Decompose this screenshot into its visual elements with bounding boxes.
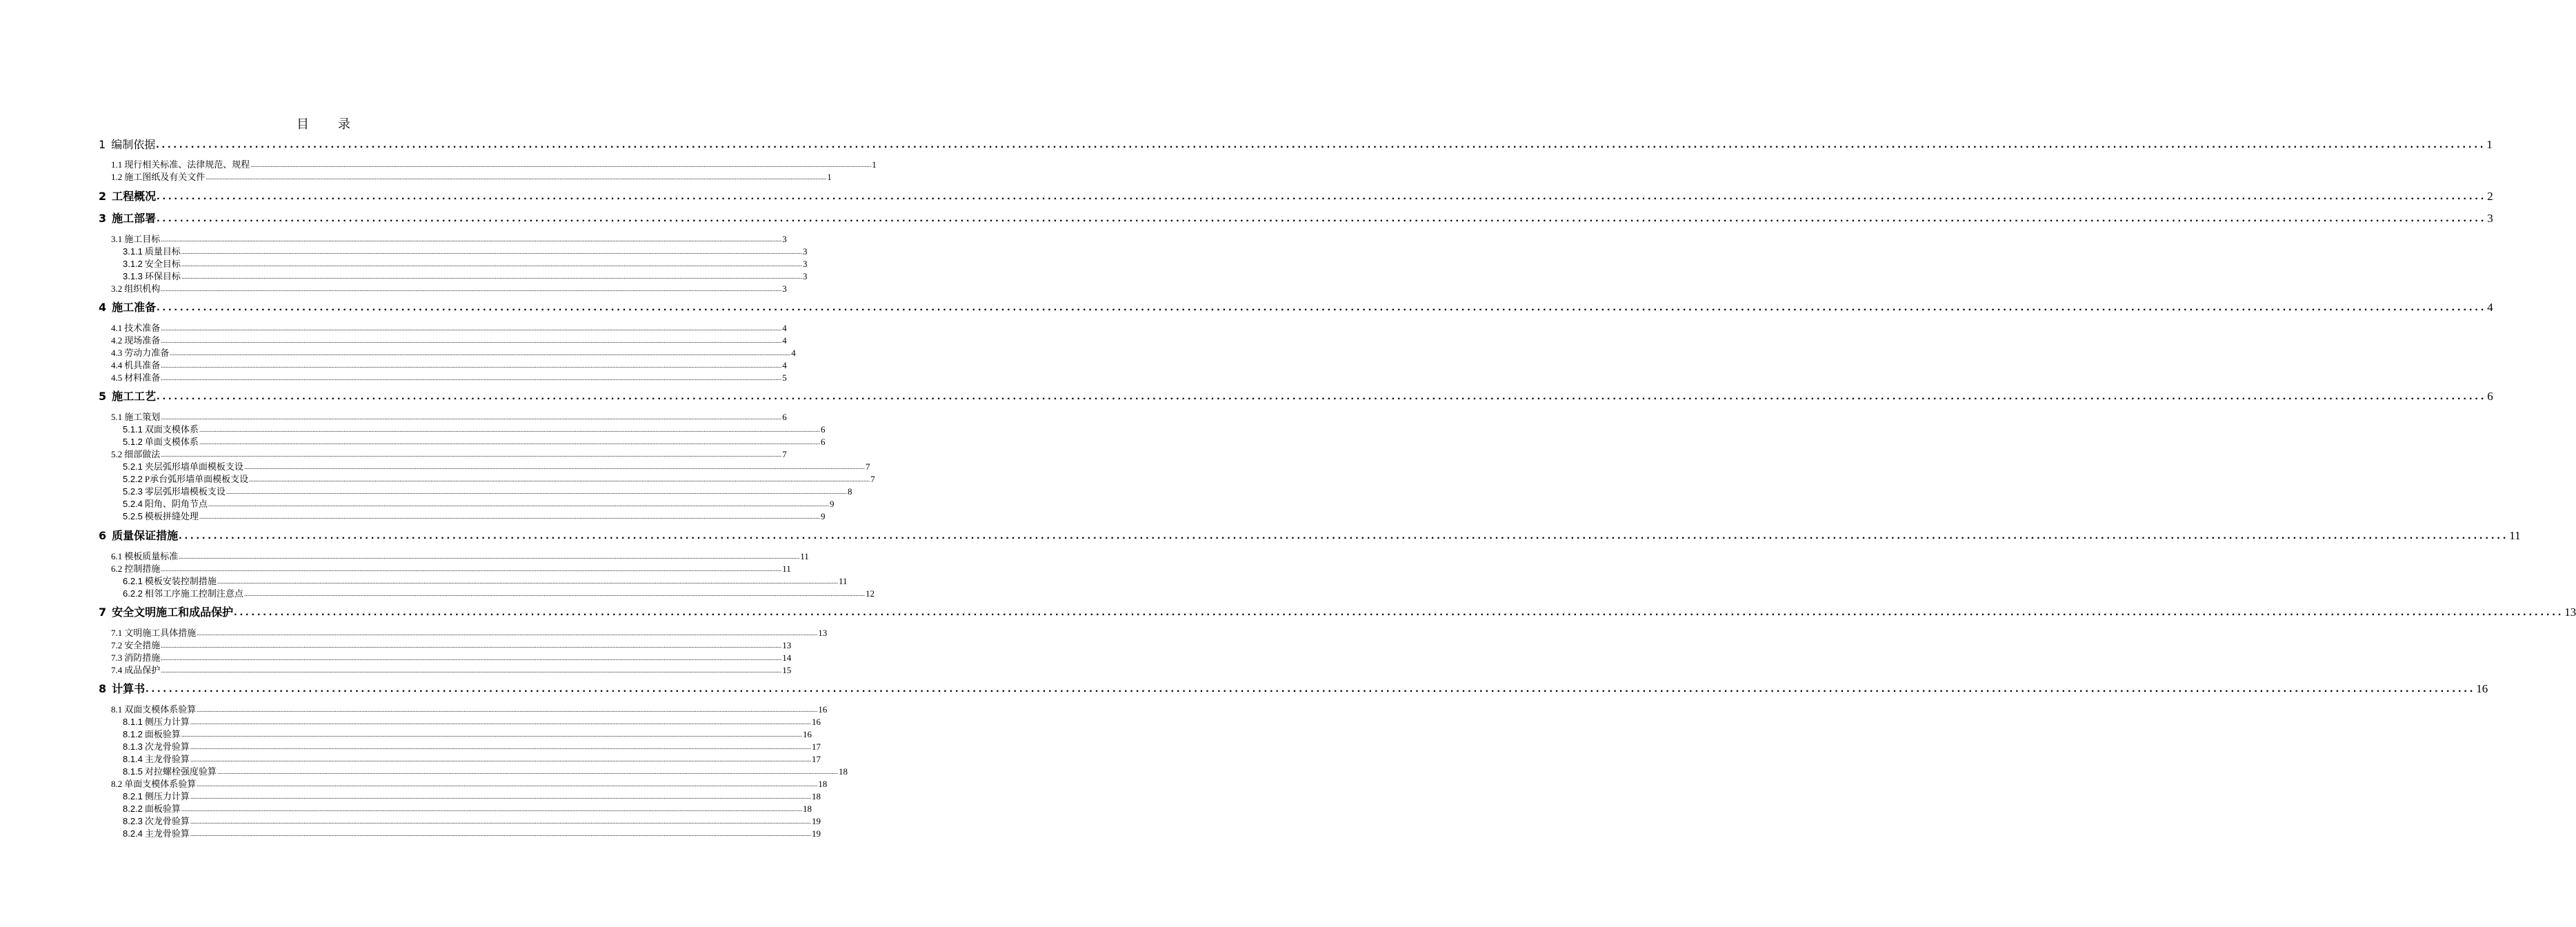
toc-entry-page: 8 — [847, 486, 852, 497]
toc-entry-level-1[interactable] — [99, 137, 2493, 152]
toc-entry-page: 5 — [782, 372, 787, 383]
toc-entry-title: 施工目标 — [124, 234, 161, 244]
toc-dot-leader: ................................................................................................................................................................................................................................................................................................................................................................................................................ — [181, 273, 802, 280]
toc-entry-page: 3 — [782, 283, 787, 294]
toc-entry-level-3[interactable] — [123, 258, 808, 270]
toc-entry-level-2[interactable] — [111, 664, 792, 677]
toc-entry-page: 11 — [782, 564, 791, 574]
toc-entry-title: 成品保护 — [124, 665, 161, 675]
toc-entry-title: 主龙骨验算 — [144, 754, 190, 764]
toc-dot-leader: ................................................................................................................................................................................................................................................................................................................................................................................................................ — [161, 667, 782, 674]
toc-entry-level-3[interactable] — [123, 246, 808, 258]
toc-entry-level-3[interactable] — [123, 828, 821, 840]
toc-dot-leader: ................................................................................................................................................................................................................................................................................................................................................................................................................ — [190, 744, 811, 750]
toc-entry-title: 双面支模体系 — [144, 424, 199, 435]
toc-entry-number: 7.1 — [111, 628, 123, 638]
toc-entry-page: 17 — [811, 741, 821, 752]
toc-entry-title: 次龙骨验算 — [144, 816, 190, 826]
toc-entry-title: 双面支模体系验算 — [124, 704, 197, 715]
toc-entry-page: 16 — [811, 717, 821, 727]
toc-entry-number: 3.1 — [111, 234, 123, 244]
toc-entry-title: 消防措施 — [124, 652, 161, 663]
toc-dot-leader: ................................................................................................................................................................................................................................................................................................................................................................................................................ — [197, 781, 818, 788]
toc-entry-level-1[interactable] — [99, 681, 2488, 697]
toc-entry-level-2[interactable] — [111, 639, 792, 652]
toc-entry-number: 5.1.2 — [123, 437, 143, 447]
toc-dot-leader: ................................................................................................................................................................................................................................................................................................................................................................................................................ — [161, 375, 782, 381]
toc-entry-page: 19 — [811, 816, 821, 826]
toc-entry-level-1[interactable] — [99, 605, 2576, 620]
toc-entry-number: 8.2.2 — [123, 804, 143, 814]
toc-entry-level-2[interactable] — [111, 159, 877, 171]
toc-entry-title: 工程概况 — [112, 190, 157, 203]
toc-dot-leader: ................................................................................................................................................................................................................................................................................................................................................................................................................ — [179, 553, 800, 560]
toc-entry-number: 4.4 — [111, 360, 123, 370]
toc-entry-number: 4.2 — [111, 335, 123, 346]
toc-entry-page: 4 — [2487, 301, 2493, 314]
toc-entry-number: 7.3 — [111, 652, 123, 663]
toc-entry-page: 4 — [782, 323, 787, 333]
toc-dot-leader: ................................................................................................................................................................................................................................................................................................................................................................................................................ — [157, 190, 2487, 202]
toc-entry-level-2[interactable] — [111, 550, 809, 563]
toc-entry-title: 安全目标 — [144, 259, 181, 269]
toc-entry-level-3[interactable] — [123, 728, 812, 741]
toc-dot-leader: ................................................................................................................................................................................................................................................................................................................................................................................................................ — [179, 530, 2509, 541]
toc-entry-number: 6 — [99, 529, 107, 542]
toc-dot-leader: ................................................................................................................................................................................................................................................................................................................................................................................................................ — [250, 161, 872, 168]
toc-entry-number: 8.1.5 — [123, 766, 143, 777]
toc-dot-leader: ................................................................................................................................................................................................................................................................................................................................................................................................................ — [157, 301, 2487, 313]
toc-entry-title: 模板安装控制措施 — [144, 576, 217, 586]
toc-entry-page: 13 — [818, 628, 828, 638]
toc-dot-leader: ................................................................................................................................................................................................................................................................................................................................................................................................................ — [181, 248, 802, 255]
toc-entry-level-3[interactable] — [123, 716, 821, 728]
toc-entry-level-1[interactable] — [99, 389, 2493, 404]
toc-entry-title: 施工工艺 — [112, 390, 157, 403]
toc-entry-level-3[interactable] — [123, 766, 848, 778]
toc-entry-number: 6.2.2 — [123, 588, 143, 599]
toc-entry-page: 3 — [782, 234, 787, 244]
toc-entry-number: 7.4 — [111, 665, 123, 675]
toc-entry-level-3[interactable] — [123, 270, 808, 283]
toc-entry-title: 文明施工具体措施 — [124, 628, 197, 638]
toc-entry-title: 现场准备 — [124, 335, 161, 346]
toc-entry-title: 机具准备 — [124, 360, 161, 370]
toc-entry-number: 8.1.3 — [123, 741, 143, 752]
toc-dot-leader: ................................................................................................................................................................................................................................................................................................................................................................................................................ — [161, 337, 782, 344]
toc-entry-number: 6.2 — [111, 564, 123, 574]
toc-entry-level-2[interactable] — [111, 347, 796, 359]
toc-entry-level-3[interactable] — [123, 815, 821, 828]
toc-entry-page: 3 — [802, 259, 808, 269]
toc-entry-title: 主龙骨验算 — [144, 828, 190, 839]
toc-dot-leader: ................................................................................................................................................................................................................................................................................................................................................................................................................ — [206, 174, 827, 181]
toc-entry-level-3[interactable] — [123, 803, 812, 815]
toc-entry-page: 18 — [838, 766, 848, 777]
toc-entry-level-2[interactable] — [111, 627, 828, 639]
toc-entry-level-2[interactable] — [111, 652, 792, 664]
toc-entry-level-3[interactable] — [123, 436, 826, 448]
toc-dot-leader: ................................................................................................................................................................................................................................................................................................................................................................................................................ — [161, 362, 782, 369]
toc-entry-page: 9 — [820, 511, 826, 521]
toc-dot-leader: ................................................................................................................................................................................................................................................................................................................................................................................................................ — [190, 719, 811, 726]
toc-dot-leader: ................................................................................................................................................................................................................................................................................................................................................................................................................ — [161, 236, 782, 243]
toc-dot-leader: ................................................................................................................................................................................................................................................................................................................................................................................................................ — [197, 706, 818, 713]
toc-entry-page: 6 — [820, 437, 826, 447]
toc-dot-leader: ................................................................................................................................................................................................................................................................................................................................................................................................................ — [161, 566, 782, 572]
toc-entry-title: 质量保证措施 — [112, 529, 179, 542]
toc-entry-level-2[interactable] — [111, 411, 787, 423]
toc-entry-title: 质量目标 — [144, 246, 181, 257]
toc-entry-page: 7 — [870, 474, 875, 484]
toc-entry-number: 8.1 — [111, 704, 123, 715]
toc-dot-leader: ................................................................................................................................................................................................................................................................................................................................................................................................................ — [181, 261, 802, 268]
toc-dot-leader: ................................................................................................................................................................................................................................................................................................................................................................................................................ — [181, 806, 802, 813]
toc-entry-title: 技术准备 — [124, 323, 161, 333]
toc-dot-leader: ................................................................................................................................................................................................................................................................................................................................................................................................................ — [243, 464, 865, 470]
toc-entry-page: 12 — [865, 588, 875, 599]
toc-entry-number: 8.1.2 — [123, 729, 143, 739]
toc-entry-level-1[interactable] — [99, 189, 2493, 204]
toc-entry-page: 16 — [818, 704, 828, 715]
toc-dot-leader: ................................................................................................................................................................................................................................................................................................................................................................................................................ — [234, 606, 2564, 618]
toc-entry-number: 7.2 — [111, 640, 123, 650]
toc-entry-title: 零层弧形墙模板支设 — [144, 486, 226, 497]
toc-entry-level-3[interactable] — [123, 588, 875, 600]
toc-entry-page: 7 — [782, 449, 787, 459]
toc-entry-page: 18 — [802, 804, 812, 814]
toc-entry-page: 16 — [2476, 682, 2488, 695]
toc-entry-title: 夹层弧形墙单面模板支设 — [144, 461, 243, 472]
toc-entry-level-2[interactable] — [111, 233, 787, 246]
toc-entry-number: 6.2.1 — [123, 576, 143, 586]
toc-dot-leader: ................................................................................................................................................................................................................................................................................................................................................................................................................ — [190, 830, 811, 837]
toc-entry-page: 3 — [802, 271, 808, 281]
toc-entry-level-1[interactable] — [99, 300, 2493, 315]
toc-entry-title: 环保目标 — [144, 271, 181, 281]
toc-entry-level-2[interactable] — [111, 171, 832, 183]
toc-entry-title: 相邻工序施工控制注意点 — [144, 588, 243, 599]
toc-entry-page: 4 — [791, 348, 796, 358]
toc-entry-number: 8.1.1 — [123, 717, 143, 727]
toc-dot-leader: ................................................................................................................................................................................................................................................................................................................................................................................................................ — [161, 414, 782, 421]
toc-entry-title: 施工部署 — [112, 212, 157, 225]
toc-dot-leader: ................................................................................................................................................................................................................................................................................................................................................................................................................ — [243, 590, 865, 597]
toc-entry-page: 17 — [811, 754, 821, 764]
toc-entry-level-2[interactable] — [111, 563, 791, 575]
toc-entry-number: 5.2.4 — [123, 499, 143, 509]
toc-dot-leader: ................................................................................................................................................................................................................................................................................................................................................................................................................ — [161, 642, 782, 649]
toc-dot-leader: ................................................................................................................................................................................................................................................................................................................................................................................................................ — [156, 139, 2486, 150]
toc-entry-number: 5 — [99, 390, 107, 403]
toc-entry-number: 4 — [99, 301, 107, 314]
toc-entry-level-3[interactable] — [123, 486, 852, 498]
toc-entry-level-2[interactable] — [111, 372, 787, 384]
toc-entry-level-2[interactable] — [111, 359, 787, 372]
toc-dot-leader: ................................................................................................................................................................................................................................................................................................................................................................................................................ — [161, 655, 782, 661]
toc-entry-page: 19 — [811, 828, 821, 839]
toc-entry-number: 4.3 — [111, 348, 123, 358]
toc-entry-level-3[interactable] — [123, 741, 821, 753]
toc-dot-leader: ................................................................................................................................................................................................................................................................................................................................................................................................................ — [217, 768, 838, 775]
toc-dot-leader: ................................................................................................................................................................................................................................................................................................................................................................................................................ — [217, 578, 838, 585]
toc-entry-number: 8 — [99, 682, 107, 695]
toc-entry-number: 3.1.3 — [123, 271, 143, 281]
toc-entry-level-3[interactable] — [123, 790, 821, 803]
toc-entry-title: 阳角、阴角节点 — [144, 499, 208, 509]
toc-entry-number: 8.2.1 — [123, 791, 143, 801]
toc-entry-level-2[interactable] — [111, 704, 828, 716]
toc-entry-page: 1 — [2486, 138, 2493, 151]
toc-entry-level-1[interactable] — [99, 528, 2521, 544]
toc-entry-page: 16 — [802, 729, 812, 739]
toc-dot-leader: ................................................................................................................................................................................................................................................................................................................................................................................................................ — [190, 818, 811, 825]
toc-entry-level-3[interactable] — [123, 498, 835, 510]
toc-entry-number: 5.2.1 — [123, 461, 143, 472]
toc-entry-title: P承台弧形墙单面模板支设 — [144, 474, 249, 484]
toc-entry-level-1[interactable] — [99, 211, 2493, 226]
toc-entry-page: 3 — [2487, 212, 2493, 225]
toc-entry-number: 1.2 — [111, 172, 123, 182]
toc-dot-leader: ................................................................................................................................................................................................................................................................................................................................................................................................................ — [199, 439, 820, 446]
toc-entry-page: 6 — [2487, 390, 2493, 403]
toc-entry-level-2[interactable] — [111, 322, 787, 335]
toc-dot-leader: ................................................................................................................................................................................................................................................................................................................................................................................................................ — [208, 501, 829, 508]
toc-dot-leader: ................................................................................................................................................................................................................................................................................................................................................................................................................ — [161, 325, 782, 332]
toc-dot-leader: ................................................................................................................................................................................................................................................................................................................................................................................................................ — [157, 390, 2487, 402]
toc-entry-page: 18 — [811, 791, 821, 801]
toc-entry-level-3[interactable] — [123, 423, 826, 436]
toc-entry-title: 侧压力计算 — [144, 717, 190, 727]
toc-title: 目 录 — [297, 117, 359, 132]
toc-dot-leader: ................................................................................................................................................................................................................................................................................................................................................................................................................ — [157, 212, 2487, 224]
toc-entry-page: 11 — [838, 576, 848, 586]
toc-entry-page: 13 — [2564, 606, 2576, 619]
toc-entry-level-3[interactable] — [123, 461, 870, 473]
toc-entry-page: 13 — [782, 640, 792, 650]
toc-entry-page: 4 — [782, 335, 787, 346]
toc-entry-number: 4.1 — [111, 323, 123, 333]
toc-entry-number: 8.2 — [111, 779, 123, 789]
toc-entry-number: 5.1 — [111, 412, 123, 422]
toc-dot-leader: ................................................................................................................................................................................................................................................................................................................................................................................................................ — [190, 756, 811, 763]
toc-dot-leader: ................................................................................................................................................................................................................................................................................................................................................................................................................ — [226, 488, 847, 495]
toc-entry-title: 施工图纸及有关文件 — [124, 172, 206, 182]
toc-entry-number: 5.2.3 — [123, 486, 143, 497]
toc-entry-level-3[interactable] — [123, 575, 848, 588]
toc-entry-page: 6 — [820, 424, 826, 435]
toc-entry-number: 2 — [99, 190, 107, 203]
toc-entry-page: 4 — [782, 360, 787, 370]
toc-entry-page: 1 — [827, 172, 832, 182]
toc-dot-leader: ................................................................................................................................................................................................................................................................................................................................................................................................................ — [181, 731, 802, 738]
toc-dot-leader: ................................................................................................................................................................................................................................................................................................................................................................................................................ — [161, 451, 782, 458]
toc-entry-number: 5.2 — [111, 449, 123, 459]
toc-entry-level-3[interactable] — [123, 510, 826, 523]
toc-entry-level-3[interactable] — [123, 753, 821, 766]
toc-entry-number: 3 — [99, 212, 107, 225]
toc-entry-title: 面板验算 — [144, 804, 181, 814]
toc-entry-title: 计算书 — [112, 682, 146, 695]
toc-dot-leader: ................................................................................................................................................................................................................................................................................................................................................................................................................ — [249, 476, 870, 483]
toc-dot-leader: ................................................................................................................................................................................................................................................................................................................................................................................................................ — [161, 286, 782, 292]
toc-entry-number: 1 — [99, 138, 106, 151]
toc-entry-title: 安全措施 — [124, 640, 161, 650]
toc-dot-leader: ................................................................................................................................................................................................................................................................................................................................................................................................................ — [197, 630, 818, 637]
toc-entry-level-3[interactable] — [123, 473, 875, 486]
toc-entry-number: 8.2.3 — [123, 816, 143, 826]
toc-entry-level-2[interactable] — [111, 335, 787, 347]
toc-entry-title: 侧压力计算 — [144, 791, 190, 801]
toc-entry-title: 安全文明施工和成品保护 — [112, 606, 234, 619]
toc-entry-number: 7 — [99, 606, 107, 619]
toc-entry-page: 11 — [800, 551, 809, 561]
toc-entry-title: 组织机构 — [124, 283, 161, 294]
toc-entry-title: 单面支模体系 — [144, 437, 199, 447]
toc-entry-number: 5.2.2 — [123, 474, 143, 484]
toc-entry-title: 模板拼缝处理 — [144, 511, 199, 521]
toc-entry-level-2[interactable] — [111, 448, 787, 461]
toc-entry-page: 1 — [872, 159, 877, 170]
toc-dot-leader: ................................................................................................................................................................................................................................................................................................................................................................................................................ — [146, 683, 2476, 695]
toc-entry-page: 6 — [782, 412, 787, 422]
toc-entry-title: 材料准备 — [124, 372, 161, 383]
toc-entry-number: 6.1 — [111, 551, 123, 561]
toc-entry-number: 1.1 — [111, 159, 123, 170]
toc-entry-page: 15 — [782, 665, 792, 675]
toc-dot-leader: ................................................................................................................................................................................................................................................................................................................................................................................................................ — [170, 350, 791, 357]
toc-entry-title: 次龙骨验算 — [144, 741, 190, 752]
toc-entry-number: 5.2.5 — [123, 511, 143, 521]
toc-entry-level-2[interactable] — [111, 283, 787, 295]
toc-entry-page: 11 — [2509, 529, 2521, 542]
toc-entry-title: 劳动力准备 — [124, 348, 170, 358]
toc-entry-title: 现行相关标准、法律规范、规程 — [124, 159, 250, 170]
toc-entry-page: 3 — [802, 246, 808, 257]
toc-entry-title: 控制措施 — [124, 564, 161, 574]
toc-entry-title: 编制依据 — [111, 138, 156, 151]
toc-entry-title: 施工策划 — [124, 412, 161, 422]
toc-entry-title: 模板质量标准 — [124, 551, 179, 561]
toc-entry-number: 4.5 — [111, 372, 123, 383]
toc-entry-title: 细部做法 — [124, 449, 161, 459]
toc-entry-number: 8.2.4 — [123, 828, 143, 839]
toc-entry-page: 2 — [2487, 190, 2493, 203]
toc-entry-page: 7 — [865, 461, 870, 472]
toc-entry-page: 14 — [782, 652, 792, 663]
toc-dot-leader: ................................................................................................................................................................................................................................................................................................................................................................................................................ — [199, 426, 820, 433]
toc-entry-page: 18 — [818, 779, 828, 789]
toc-dot-leader: ................................................................................................................................................................................................................................................................................................................................................................................................................ — [190, 793, 811, 800]
toc-entry-number: 3.1.1 — [123, 246, 143, 257]
toc-entry-number: 5.1.1 — [123, 424, 143, 435]
toc-entry-title: 施工准备 — [112, 301, 157, 314]
toc-entry-page: 9 — [829, 499, 835, 509]
toc-entry-number: 3.2 — [111, 283, 123, 294]
toc-entry-title: 单面支模体系验算 — [124, 779, 197, 789]
toc-dot-leader: ................................................................................................................................................................................................................................................................................................................................................................................................................ — [199, 513, 820, 520]
toc-entry-number: 3.1.2 — [123, 259, 143, 269]
toc-entry-title: 对拉螺栓强度验算 — [144, 766, 217, 777]
toc-entry-title: 面板验算 — [144, 729, 181, 739]
toc-entry-number: 8.1.4 — [123, 754, 143, 764]
toc-entry-level-2[interactable] — [111, 778, 828, 790]
